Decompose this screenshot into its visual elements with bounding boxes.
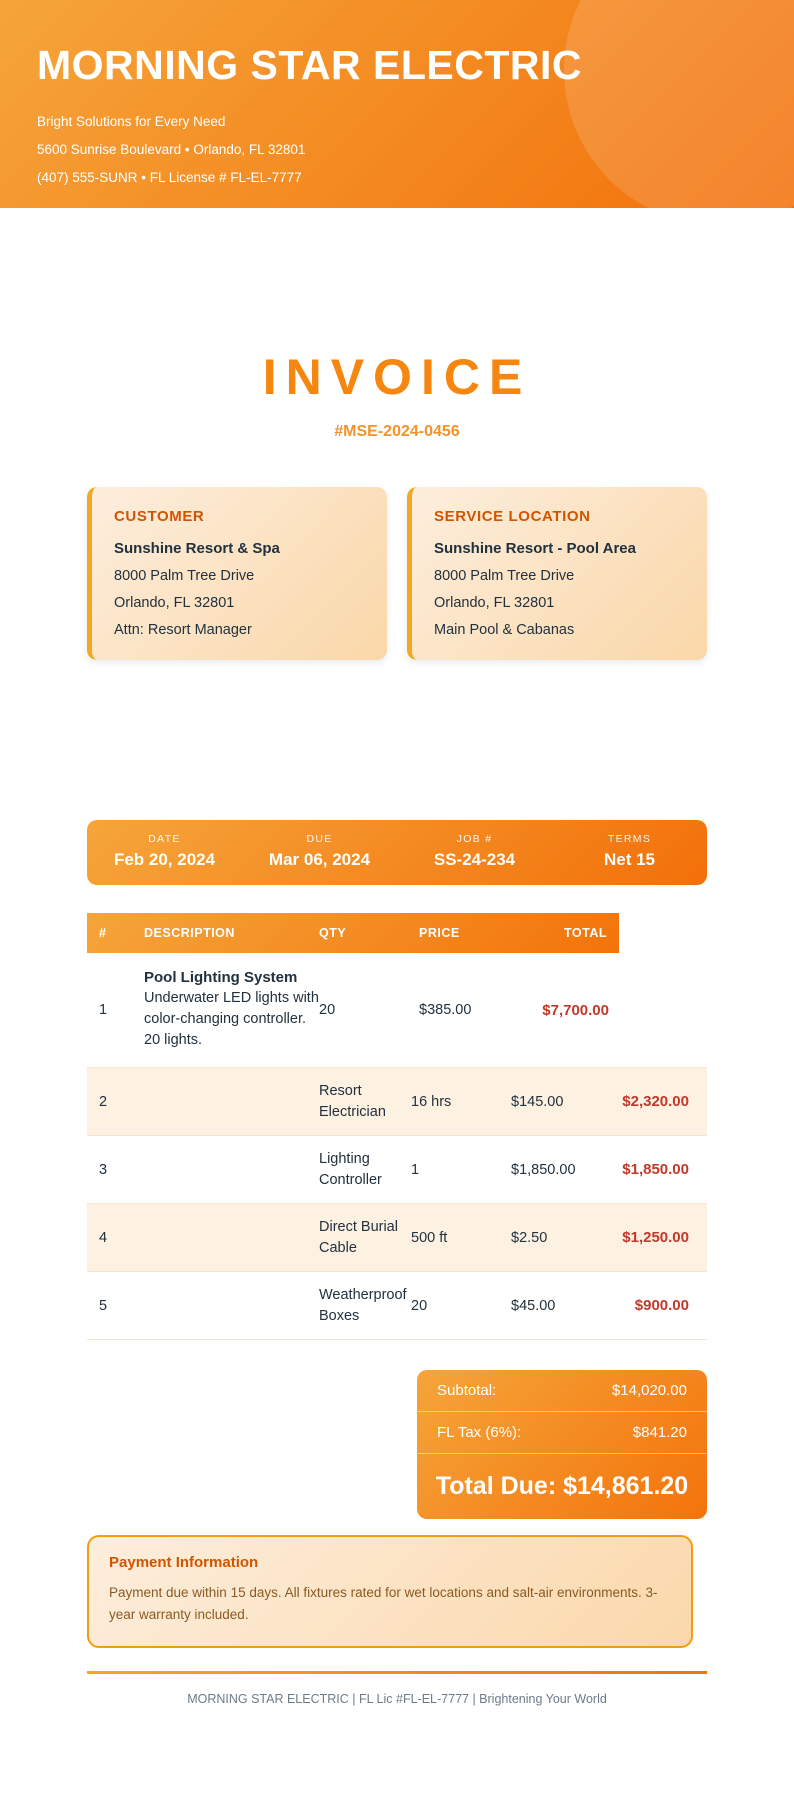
company-header [0,0,794,208]
customer-attn-line: Attn: Resort Manager [114,622,252,638]
service-location-name: Sunshine Resort - Pool Area [434,540,636,557]
total-due: Total Due: $14,861.20 [435,1472,689,1500]
meta-date [87,833,242,870]
service-area-line: Main Pool & Cabanas [434,622,575,638]
item-number: 5 [99,1297,108,1314]
meta-date-value: Feb 20, 2024 [113,850,216,869]
meta-due-label: DUE [306,833,333,845]
col-header-price: PRICE [419,926,460,940]
item-name: Resort Electrician [319,1082,386,1120]
item-number: 4 [99,1229,108,1246]
item-description-cell [144,969,319,1051]
invoice-number: #MSE-2024-0456 [334,423,460,440]
footer-divider [87,1671,707,1674]
subtotal-value: $14,020.00 [611,1382,687,1399]
table-row [87,953,707,1068]
meta-due [242,833,397,870]
item-name: Lighting Controller [319,1150,382,1188]
item-qty: 500 ft [411,1229,448,1246]
item-qty: 1 [411,1161,420,1178]
item-number: 1 [99,1002,108,1018]
item-number: 3 [99,1161,108,1178]
item-price: $1,850.00 [511,1161,576,1178]
item-total: $1,850.00 [622,1161,689,1178]
line-items-table [87,913,707,1340]
payment-information-heading: Payment Information [109,1554,259,1571]
meta-date-label: DATE [148,833,181,845]
item-name: Weatherproof Boxes [319,1286,407,1324]
item-qty: 20 [319,1002,336,1018]
tax-label: FL Tax (6%): [437,1424,522,1441]
item-price: $145.00 [511,1093,564,1110]
customer-name: Sunshine Resort & Spa [114,540,280,557]
company-address: 5600 Sunrise Boulevard • Orlando, FL 32801 [37,142,306,157]
col-header-qty: QTY [319,926,347,940]
company-name: MORNING STAR ELECTRIC [37,42,583,88]
subtotal-label: Subtotal: [437,1382,497,1399]
tax-value: $841.20 [632,1424,687,1441]
table-row [87,1136,707,1204]
company-phone-license: (407) 555-SUNR • FL License # FL-EL-7777 [37,170,302,185]
footer-text: MORNING STAR ELECTRIC | FL Lic #FL-EL-7777 | Brightening Your World [187,1692,607,1706]
item-total: $900.00 [634,1297,689,1314]
payment-information-text: Payment due within 15 days. All fixtures rated for wet locations and salt-air environments. 3-year warranty included. [109,1585,658,1622]
item-number: 2 [99,1093,108,1110]
meta-terms-label: TERMS [607,833,652,845]
item-total: $1,250.00 [622,1229,689,1246]
customer-heading: CUSTOMER [114,508,205,525]
table-row [87,1272,707,1340]
service-address-line: 8000 Palm Tree Drive [434,568,575,584]
item-qty: 20 [411,1297,428,1314]
item-title: Pool Lighting System [144,969,298,986]
meta-terms [552,833,707,870]
meta-job [397,833,552,870]
service-location-box [407,487,707,660]
item-total: $7,700.00 [542,1001,609,1019]
item-price: $2.50 [511,1229,548,1246]
table-header-row [87,913,619,953]
invoice-body [87,487,707,1796]
col-header-num: # [99,926,107,940]
item-price: $45.00 [511,1297,556,1314]
company-tagline: Bright Solutions for Every Need [37,114,226,129]
totals-box [417,1370,707,1519]
invoice-meta-bar [87,820,707,885]
meta-job-label: JOB # [456,833,493,845]
table-row [87,1204,707,1272]
item-total: $2,320.00 [622,1093,689,1110]
item-qty: 16 hrs [411,1093,452,1110]
item-name: Direct Burial Cable [319,1218,398,1256]
customer-box [87,487,387,660]
tax-row [417,1412,707,1454]
subtotal-row [417,1370,707,1412]
col-header-total: TOTAL [563,926,607,940]
meta-job-value: SS-24-234 [433,850,516,869]
col-header-description: DESCRIPTION [144,926,235,940]
customer-address-line: Orlando, FL 32801 [114,595,235,611]
customer-address-line: 8000 Palm Tree Drive [114,568,255,584]
meta-due-value: Mar 06, 2024 [268,850,371,869]
service-address-line: Orlando, FL 32801 [434,595,555,611]
service-location-heading: SERVICE LOCATION [434,508,591,525]
meta-terms-value: Net 15 [603,850,656,869]
invoice-title: INVOICE [262,349,532,405]
payment-information-box [87,1535,693,1648]
item-description: Underwater LED lights with color-changing controller. 20 lights. [144,990,319,1048]
table-row [87,1068,707,1136]
item-price: $385.00 [419,1002,472,1018]
